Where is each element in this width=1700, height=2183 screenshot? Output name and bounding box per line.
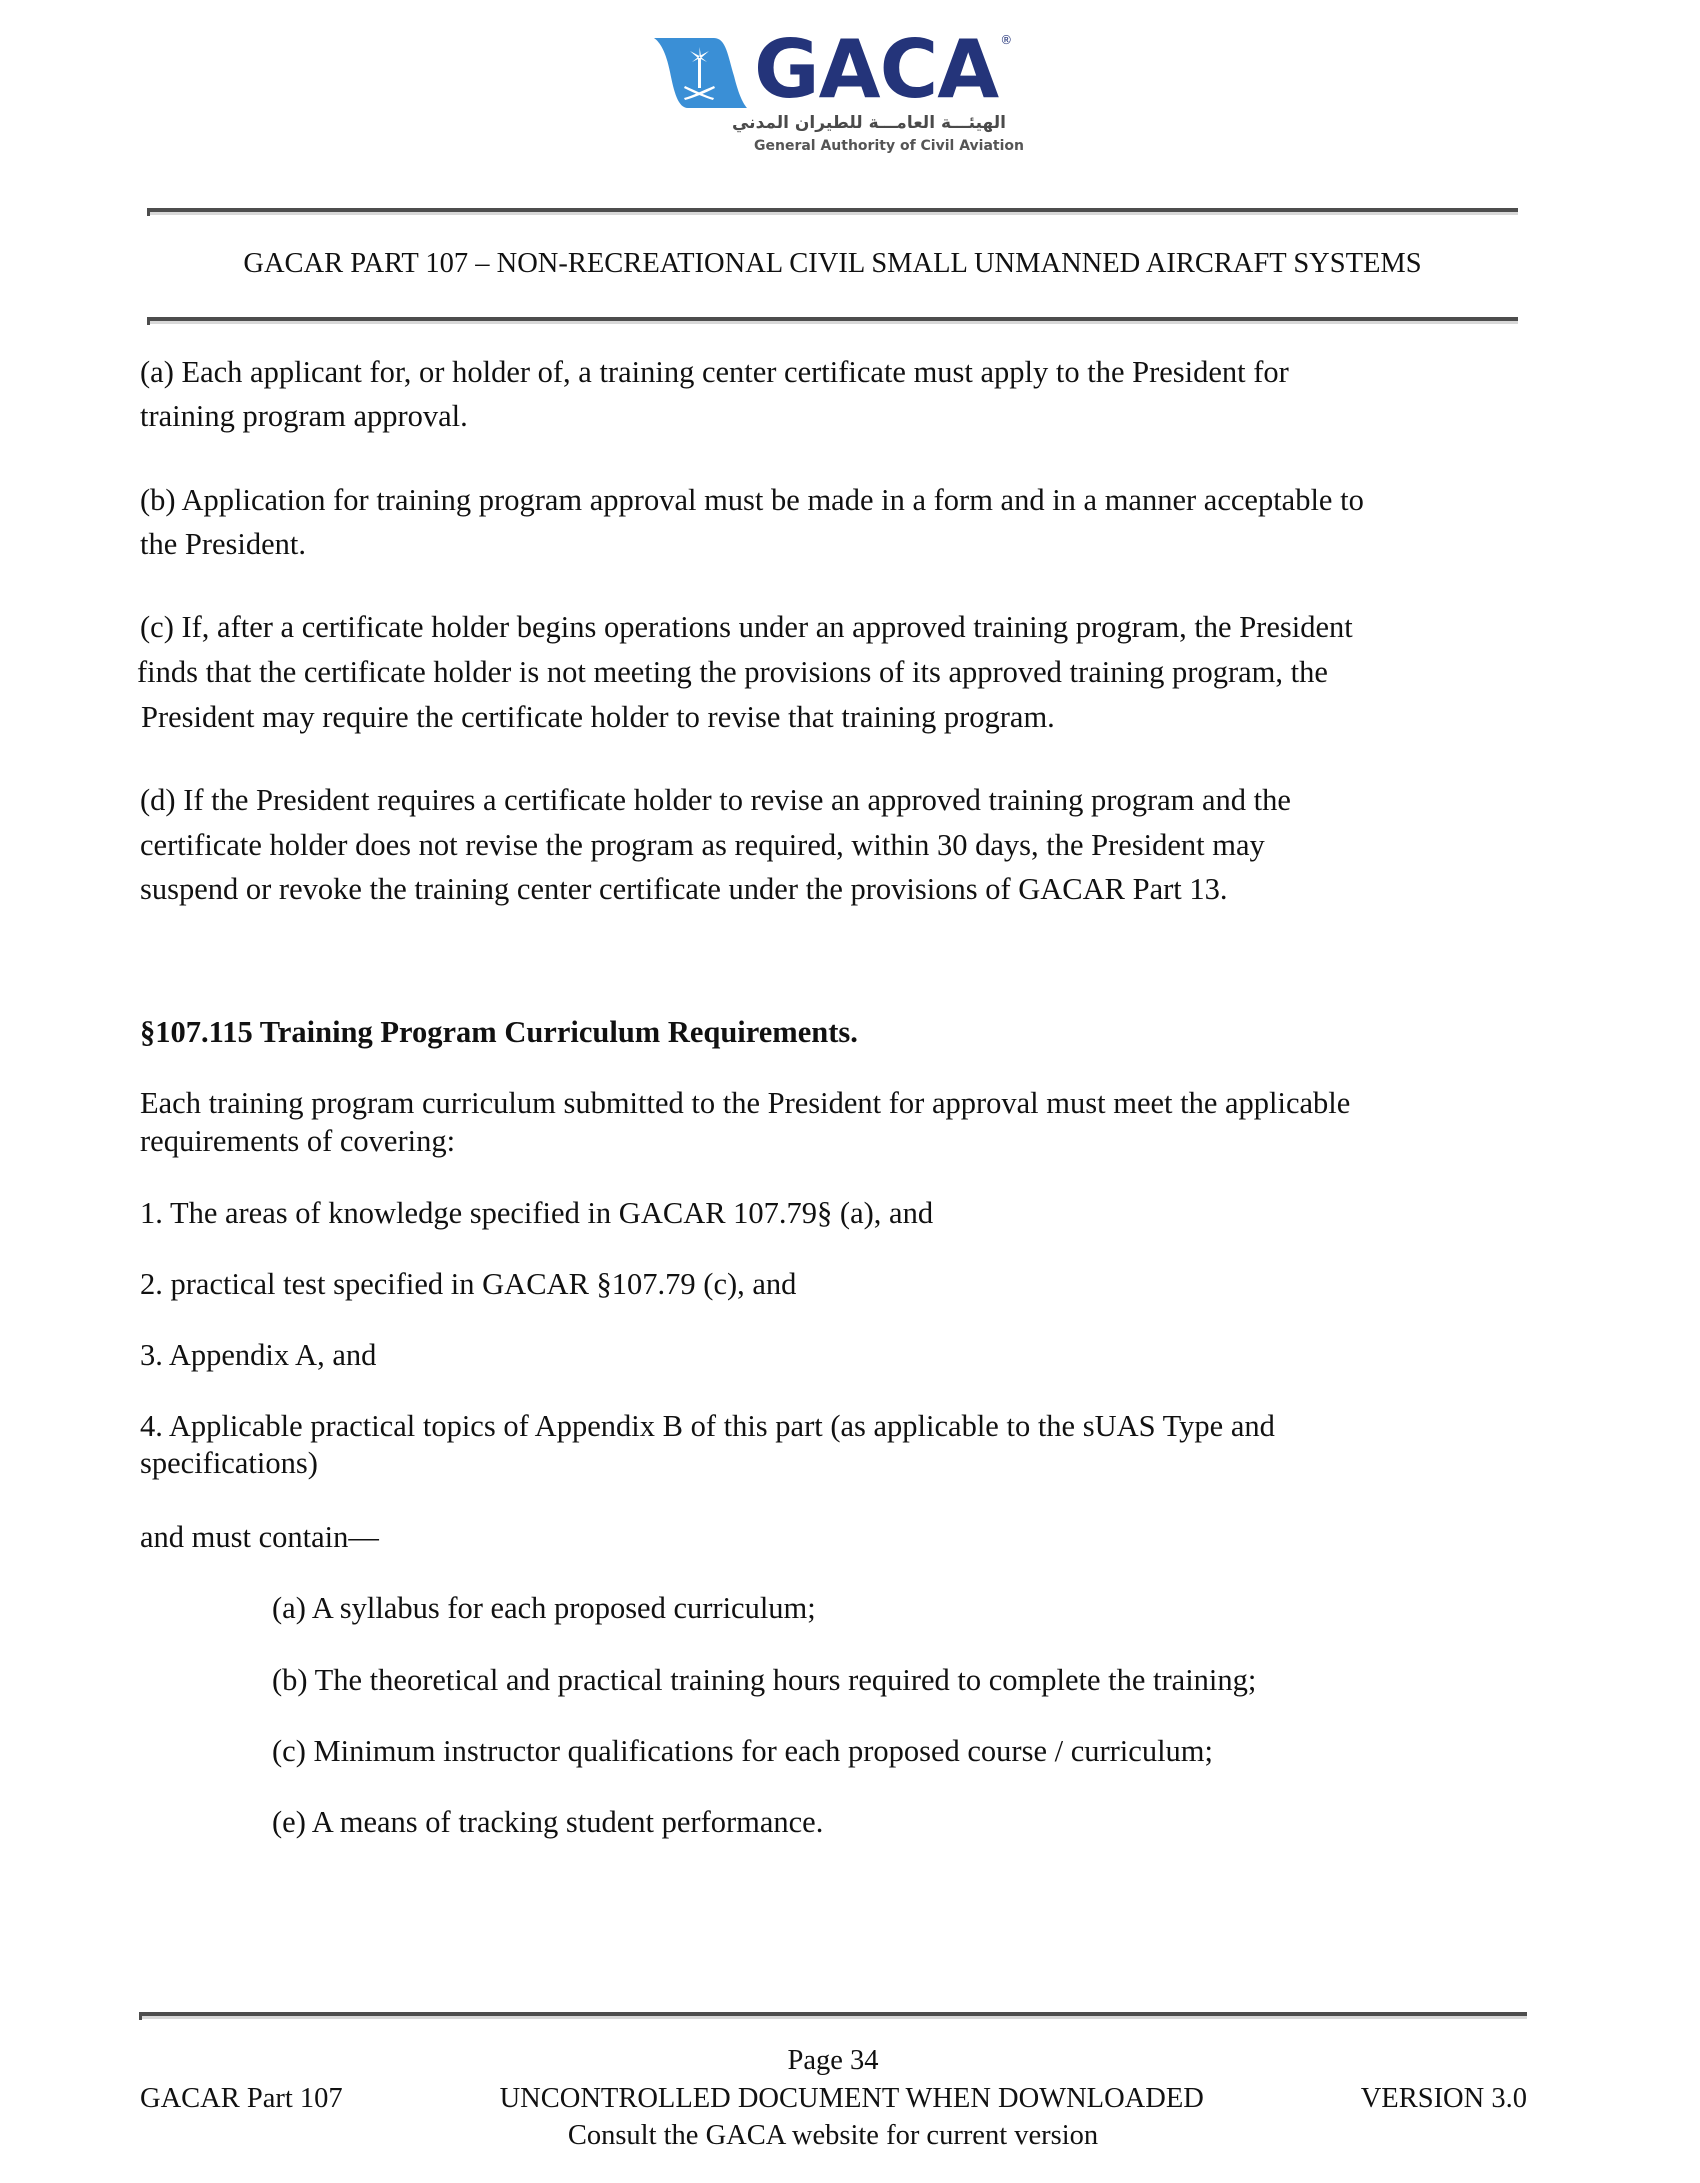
- numbered-item: 1. The areas of knowledge specified in GACAR 107.79§ (a), and: [140, 1196, 934, 1230]
- numbered-item: 4. Applicable practical topics of Appendix B of this part (as applicable to the sUAS Type and: [140, 1409, 1275, 1443]
- logo-arabic-name: الهيئـــة العامـــة للطيران المدني: [731, 113, 1006, 133]
- lettered-item: (a) A syllabus for each proposed curriculum;: [272, 1591, 816, 1625]
- registered-mark: ®: [1000, 33, 1013, 47]
- header-top-rule: [147, 208, 1518, 215]
- footer-uncontrolled-notice: UNCONTROLLED DOCUMENT WHEN DOWNLOADED: [499, 2083, 1204, 2114]
- footer-rule: [139, 2012, 1527, 2019]
- page-number: Page 34: [787, 2045, 879, 2076]
- logo-wordmark: GACA: [754, 23, 999, 116]
- paragraph-c-line: President may require the certificate holder to revise that training program.: [141, 700, 1055, 734]
- header-bottom-rule: [147, 317, 1518, 324]
- paragraph-a-line: (a) Each applicant for, or holder of, a training center certificate must apply to the President for: [140, 355, 1289, 389]
- paragraph-d-line: suspend or revoke the training center certificate under the provisions of GACAR Part 13.: [140, 872, 1228, 906]
- lettered-item: (e) A means of tracking student performance.: [272, 1805, 824, 1839]
- footer-version: VERSION 3.0: [1360, 2083, 1527, 2114]
- numbered-item: 2. practical test specified in GACAR §107.79 (c), and: [140, 1267, 797, 1301]
- paragraph-d-line: certificate holder does not revise the program as required, within 30 days, the President may: [140, 828, 1265, 862]
- saudi-emblem-icon: [652, 36, 748, 110]
- paragraph-d-line: (d) If the President requires a certificate holder to revise an approved training program and the: [140, 783, 1291, 817]
- paragraph-b-line: the President.: [140, 527, 307, 561]
- section-heading: §107.115 Training Program Curriculum Requirements.: [140, 1015, 858, 1049]
- numbered-item-continuation: specifications): [140, 1446, 318, 1480]
- contain-label: and must contain—: [140, 1520, 379, 1554]
- paragraph-c-line: finds that the certificate holder is not meeting the provisions of its approved training program, the: [137, 655, 1328, 689]
- footer-consult-note: Consult the GACA website for current version: [567, 2120, 1099, 2151]
- section-intro-line: Each training program curriculum submitted to the President for approval must meet the applicable: [140, 1086, 1351, 1120]
- numbered-item: 3. Appendix A, and: [140, 1338, 377, 1372]
- paragraph-b-line: (b) Application for training program approval must be made in a form and in a manner acceptable to: [140, 483, 1364, 517]
- paragraph-c-line: (c) If, after a certificate holder begins operations under an approved training program, the President: [140, 610, 1353, 644]
- running-header-title: GACAR PART 107 – NON-RECREATIONAL CIVIL SMALL UNMANNED AIRCRAFT SYSTEMS: [243, 248, 1422, 279]
- section-intro-line: requirements of covering:: [140, 1124, 456, 1158]
- logo-text-block: [731, 23, 1024, 155]
- footer-document-name: GACAR Part 107: [140, 2083, 343, 2114]
- logo-english-name: General Authority of Civil Aviation: [754, 138, 1024, 154]
- logo-wordmark-row: [754, 23, 1013, 116]
- gaca-logo: [652, 23, 1032, 170]
- paragraph-a-line: training program approval.: [140, 399, 468, 433]
- lettered-item: (b) The theoretical and practical training hours required to complete the training;: [272, 1663, 1257, 1697]
- lettered-item: (c) Minimum instructor qualifications for each proposed course / curriculum;: [272, 1734, 1213, 1768]
- footer-row: [140, 2085, 1527, 2114]
